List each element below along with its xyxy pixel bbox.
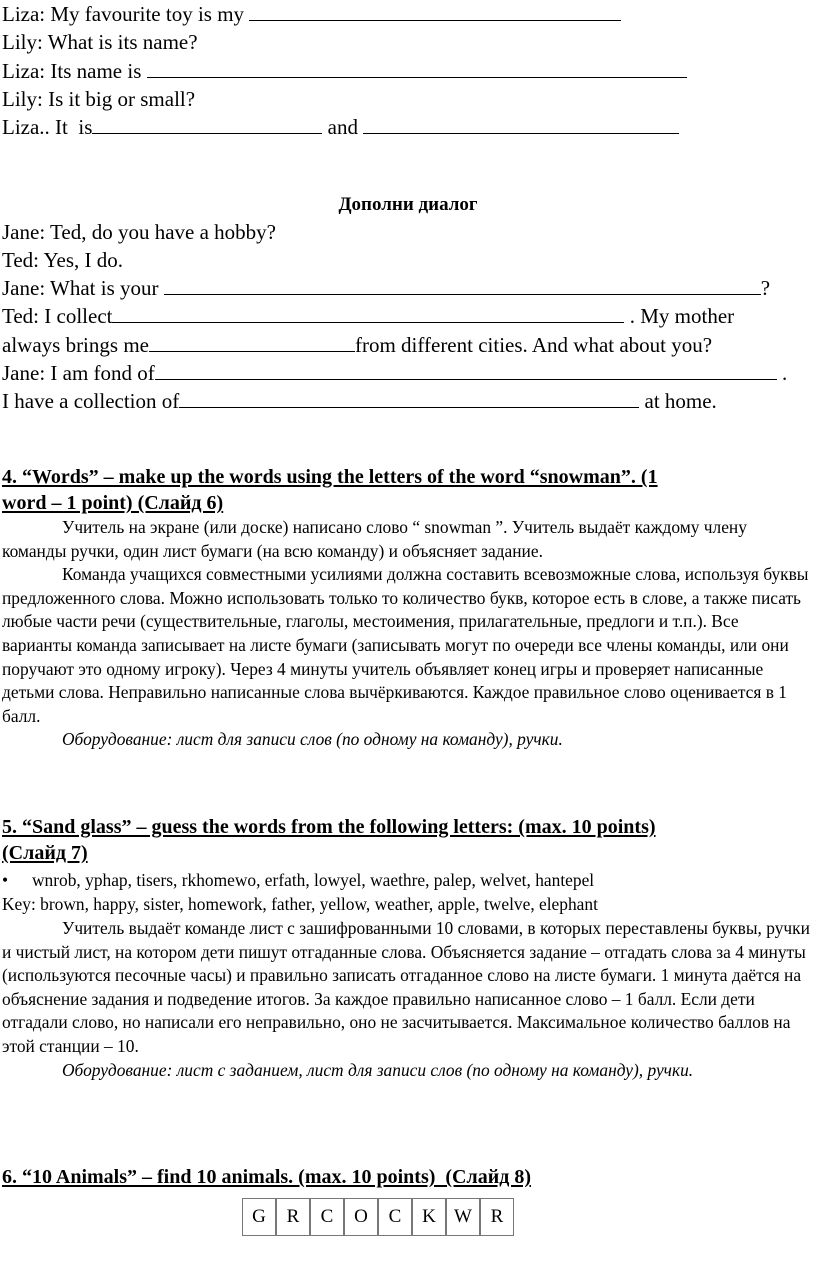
dialog1-line5-text-b: and — [322, 115, 364, 139]
dialog2-line6-text-b: . — [776, 361, 788, 385]
answer-blank — [92, 115, 322, 134]
dialog2-line4-text-b: . My mother — [624, 304, 735, 328]
answer-blank — [149, 333, 355, 352]
section4-equipment: Оборудование: лист для записи слов (по одному на команду), ручки. — [62, 729, 563, 750]
section5-heading-line2: (Слайд 7) — [2, 842, 88, 864]
letter-cell: C — [310, 1199, 344, 1235]
dialog2-line3-text-b: ? — [760, 276, 771, 300]
answer-blank — [164, 276, 761, 295]
dialog2-line2: Ted: Yes, I do. — [2, 248, 124, 272]
dialog2-line5-text-a: always brings me — [2, 333, 149, 357]
answer-blank — [363, 115, 679, 134]
letter-cell: O — [344, 1199, 378, 1235]
dialog2-line6-text-a: Jane: I am fond of — [2, 361, 155, 385]
section4-body — [2, 516, 810, 752]
answer-blank — [147, 59, 687, 78]
section5-key: Key: brown, happy, sister, homework, father, yellow, weather, apple, twelve, elephant — [2, 894, 598, 914]
letter-cell: K — [412, 1199, 446, 1235]
letter-cell: R — [480, 1199, 513, 1235]
bullet-icon: • — [2, 870, 9, 890]
dialog1-line5 — [2, 113, 679, 141]
letter-grid-row — [243, 1199, 513, 1235]
letter-cell: C — [378, 1199, 412, 1235]
dialog2-line5-text-b: from different cities. And what about you? — [354, 333, 713, 357]
answer-blank — [155, 361, 777, 380]
dialog2-line3 — [2, 274, 770, 302]
section5-paragraph: Учитель выдаёт команде лист с зашифрованными 10 словами, в которых переставлены буквы, ручки и чистый лист, на котором дети пишут отгаданные слова. Объясняется задание – отгадать слова за 4 минуты (используются песочные часы) и правильно записать отгаданное слово на листе бумаги. 1 минута даётся на объяснение задания и подведение итогов. За каждое правильно написанное слово – 1 балл. Если дети отгадали слово, но написали его неправильно, оно не засчитывается. Максимальное количество баллов на этой станции – 10. — [2, 918, 810, 1056]
section5-heading-line1: 5. “Sand glass” – guess the words from the following letters: (max. 10 points) — [2, 816, 656, 838]
dialog2-line4 — [2, 302, 734, 330]
section4-paragraph-2: Команда учащихся совместными усилиями должна составить всевозможные слова, используя буквы предложенного слова. Можно использовать только то количество букв, которое есть в слове, а также писать любые части речи (существительные, глаголы, местоимения, прилагательные, предлоги и т.п.). Все варианты команда записывает на листе бумаги (записывать могут по очереди все члены команды, или они поручают это одному игроку). Через 4 минуты учитель объявляет конец игры и проверяет написанные детьми слова. Неправильно написанные слова вычёркиваются. Каждое правильное слово оценивается в 1 балл. — [2, 564, 809, 726]
dialog1-line3 — [2, 57, 687, 85]
dialog1-line3-text: Liza: Its name is — [2, 59, 147, 83]
dialog2-line7-text-b: at home. — [639, 389, 717, 413]
dialog2-line3-text-a: Jane: What is your — [2, 276, 164, 300]
dialog1-line5-text-a: Liza.. It is — [2, 115, 93, 139]
answer-blank — [112, 304, 624, 323]
letter-cell: R — [276, 1199, 310, 1235]
dialog2-line7 — [2, 387, 717, 415]
dialog2-line4-text-a: Ted: I collect — [2, 304, 113, 328]
dialog1-line1 — [2, 0, 621, 28]
dialog2-line7-text-a: I have a collection of — [2, 389, 180, 413]
dialog2-title: Дополни диалог — [338, 194, 478, 215]
letter-grid — [242, 1198, 514, 1236]
letter-cell: W — [446, 1199, 480, 1235]
section5-bullet-text: wnrob, yphap, tisers, rkhomewo, erfath, lowyel, waethre, palep, welvet, hantepel — [32, 870, 595, 890]
section5-body — [2, 917, 810, 1082]
section5-equipment: Оборудование: лист с заданием, лист для записи слов (по одному на команду), ручки. — [62, 1059, 694, 1080]
dialog1-line4: Lily: Is it big or small? — [2, 87, 196, 111]
letter-cell: G — [243, 1199, 276, 1235]
dialog2-line1: Jane: Ted, do you have a hobby? — [2, 220, 276, 244]
dialog2-line6 — [2, 359, 787, 387]
section5-bullet-item — [2, 869, 594, 892]
dialog2-line5 — [2, 331, 712, 359]
answer-blank — [179, 389, 639, 408]
answer-blank — [249, 2, 621, 21]
section4-paragraph-1: Учитель на экране (или доске) написано слово “ snowman ”. Учитель выдаёт каждому члену команды ручки, один лист бумаги (на всю команду) и объясняет задание. — [2, 517, 747, 561]
section6-heading: 6. “10 Animals” – find 10 animals. (max. 10 points) (Слайд 8) — [2, 1166, 532, 1188]
section4-heading-line1: 4. “Words” – make up the words using the letters of the word “snowman”. (1 — [2, 466, 658, 488]
dialog1-line2: Lily: What is its name? — [2, 30, 198, 54]
section4-heading-line2: word – 1 point) (Слайд 6) — [2, 492, 224, 514]
dialog1-line1-text: Liza: My favourite toy is my — [2, 2, 250, 26]
